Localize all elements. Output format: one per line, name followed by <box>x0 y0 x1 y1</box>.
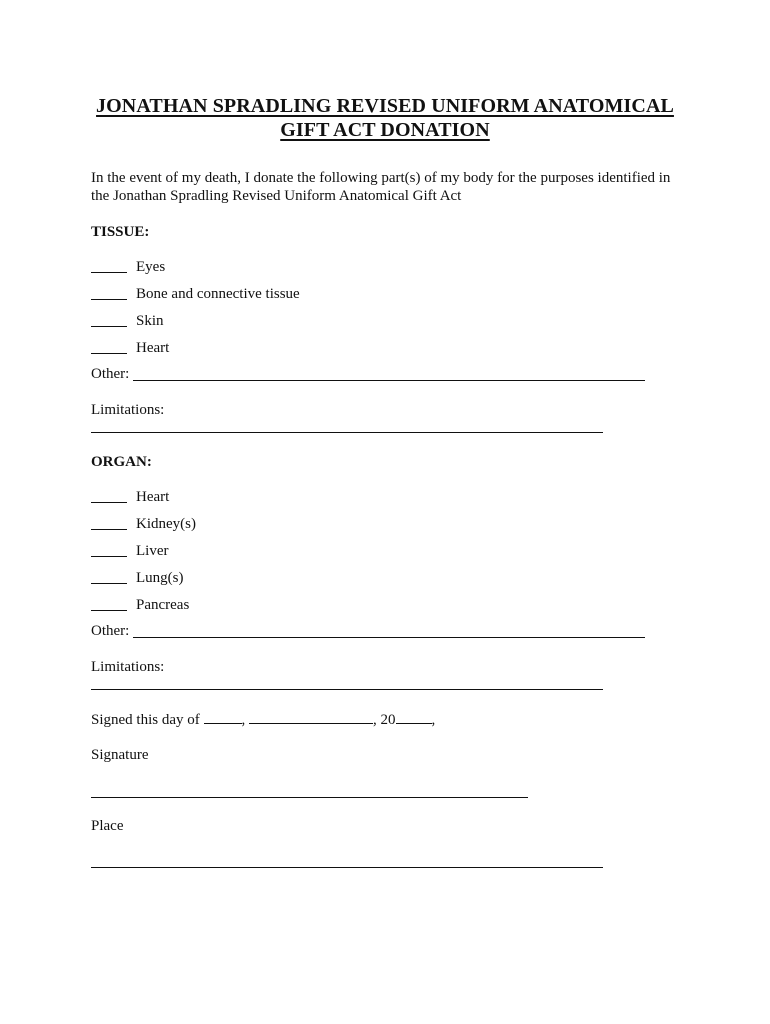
signature-field[interactable] <box>91 797 528 798</box>
organ-lungs-label: Lung(s) <box>136 570 184 586</box>
organ-heart-checkbox-blank[interactable] <box>91 502 127 503</box>
tissue-skin-checkbox-blank[interactable] <box>91 326 127 327</box>
organ-kidneys-checkbox-blank[interactable] <box>91 529 127 530</box>
tissue-other-label: Other: <box>91 366 130 382</box>
organ-other-field[interactable] <box>133 637 645 638</box>
tissue-limitations-field[interactable] <box>91 432 603 433</box>
place-label: Place <box>91 818 124 834</box>
signed-date-line <box>91 710 435 729</box>
tissue-heart-checkbox-blank[interactable] <box>91 353 127 354</box>
organ-limitations-field[interactable] <box>91 689 603 690</box>
document-title-line-2: GIFT ACT DONATION <box>280 119 490 141</box>
organ-heading: ORGAN: <box>91 454 152 470</box>
signed-month-field[interactable] <box>249 710 373 724</box>
intro-text-line-1: In the event of my death, I donate the following part(s) of my body for the purposes identified in <box>91 170 671 186</box>
signed-comma-3: , <box>431 712 436 728</box>
organ-liver-label: Liver <box>136 543 169 559</box>
tissue-other-field[interactable] <box>133 380 645 381</box>
document-title-line-1: JONATHAN SPRADLING REVISED UNIFORM ANATOMICAL <box>96 95 674 117</box>
tissue-eyes-checkbox-blank[interactable] <box>91 272 127 273</box>
organ-other-label: Other: <box>91 623 130 639</box>
intro-text-line-2: the Jonathan Spradling Revised Uniform Anatomical Gift Act <box>91 188 462 204</box>
organ-heart-label: Heart <box>136 489 170 505</box>
tissue-skin-label: Skin <box>136 313 164 329</box>
organ-kidneys-label: Kidney(s) <box>136 516 196 532</box>
tissue-heading: TISSUE: <box>91 224 150 240</box>
organ-lungs-checkbox-blank[interactable] <box>91 583 127 584</box>
organ-pancreas-checkbox-blank[interactable] <box>91 610 127 611</box>
signature-label: Signature <box>91 747 149 763</box>
tissue-heart-label: Heart <box>136 340 170 356</box>
tissue-bone-checkbox-blank[interactable] <box>91 299 127 300</box>
tissue-eyes-label: Eyes <box>136 259 166 275</box>
organ-liver-checkbox-blank[interactable] <box>91 556 127 557</box>
place-field[interactable] <box>91 867 603 868</box>
organ-pancreas-label: Pancreas <box>136 597 190 613</box>
signed-year-field[interactable] <box>396 710 432 724</box>
organ-limitations-label: Limitations: <box>91 659 165 675</box>
signed-year-prefix: , 20 <box>373 712 396 728</box>
signed-prefix-text: Signed this day of <box>91 712 200 728</box>
signed-day-field[interactable] <box>204 710 242 724</box>
tissue-bone-label: Bone and connective tissue <box>136 286 300 302</box>
signed-comma-1: , <box>241 712 246 728</box>
tissue-limitations-label: Limitations: <box>91 402 165 418</box>
